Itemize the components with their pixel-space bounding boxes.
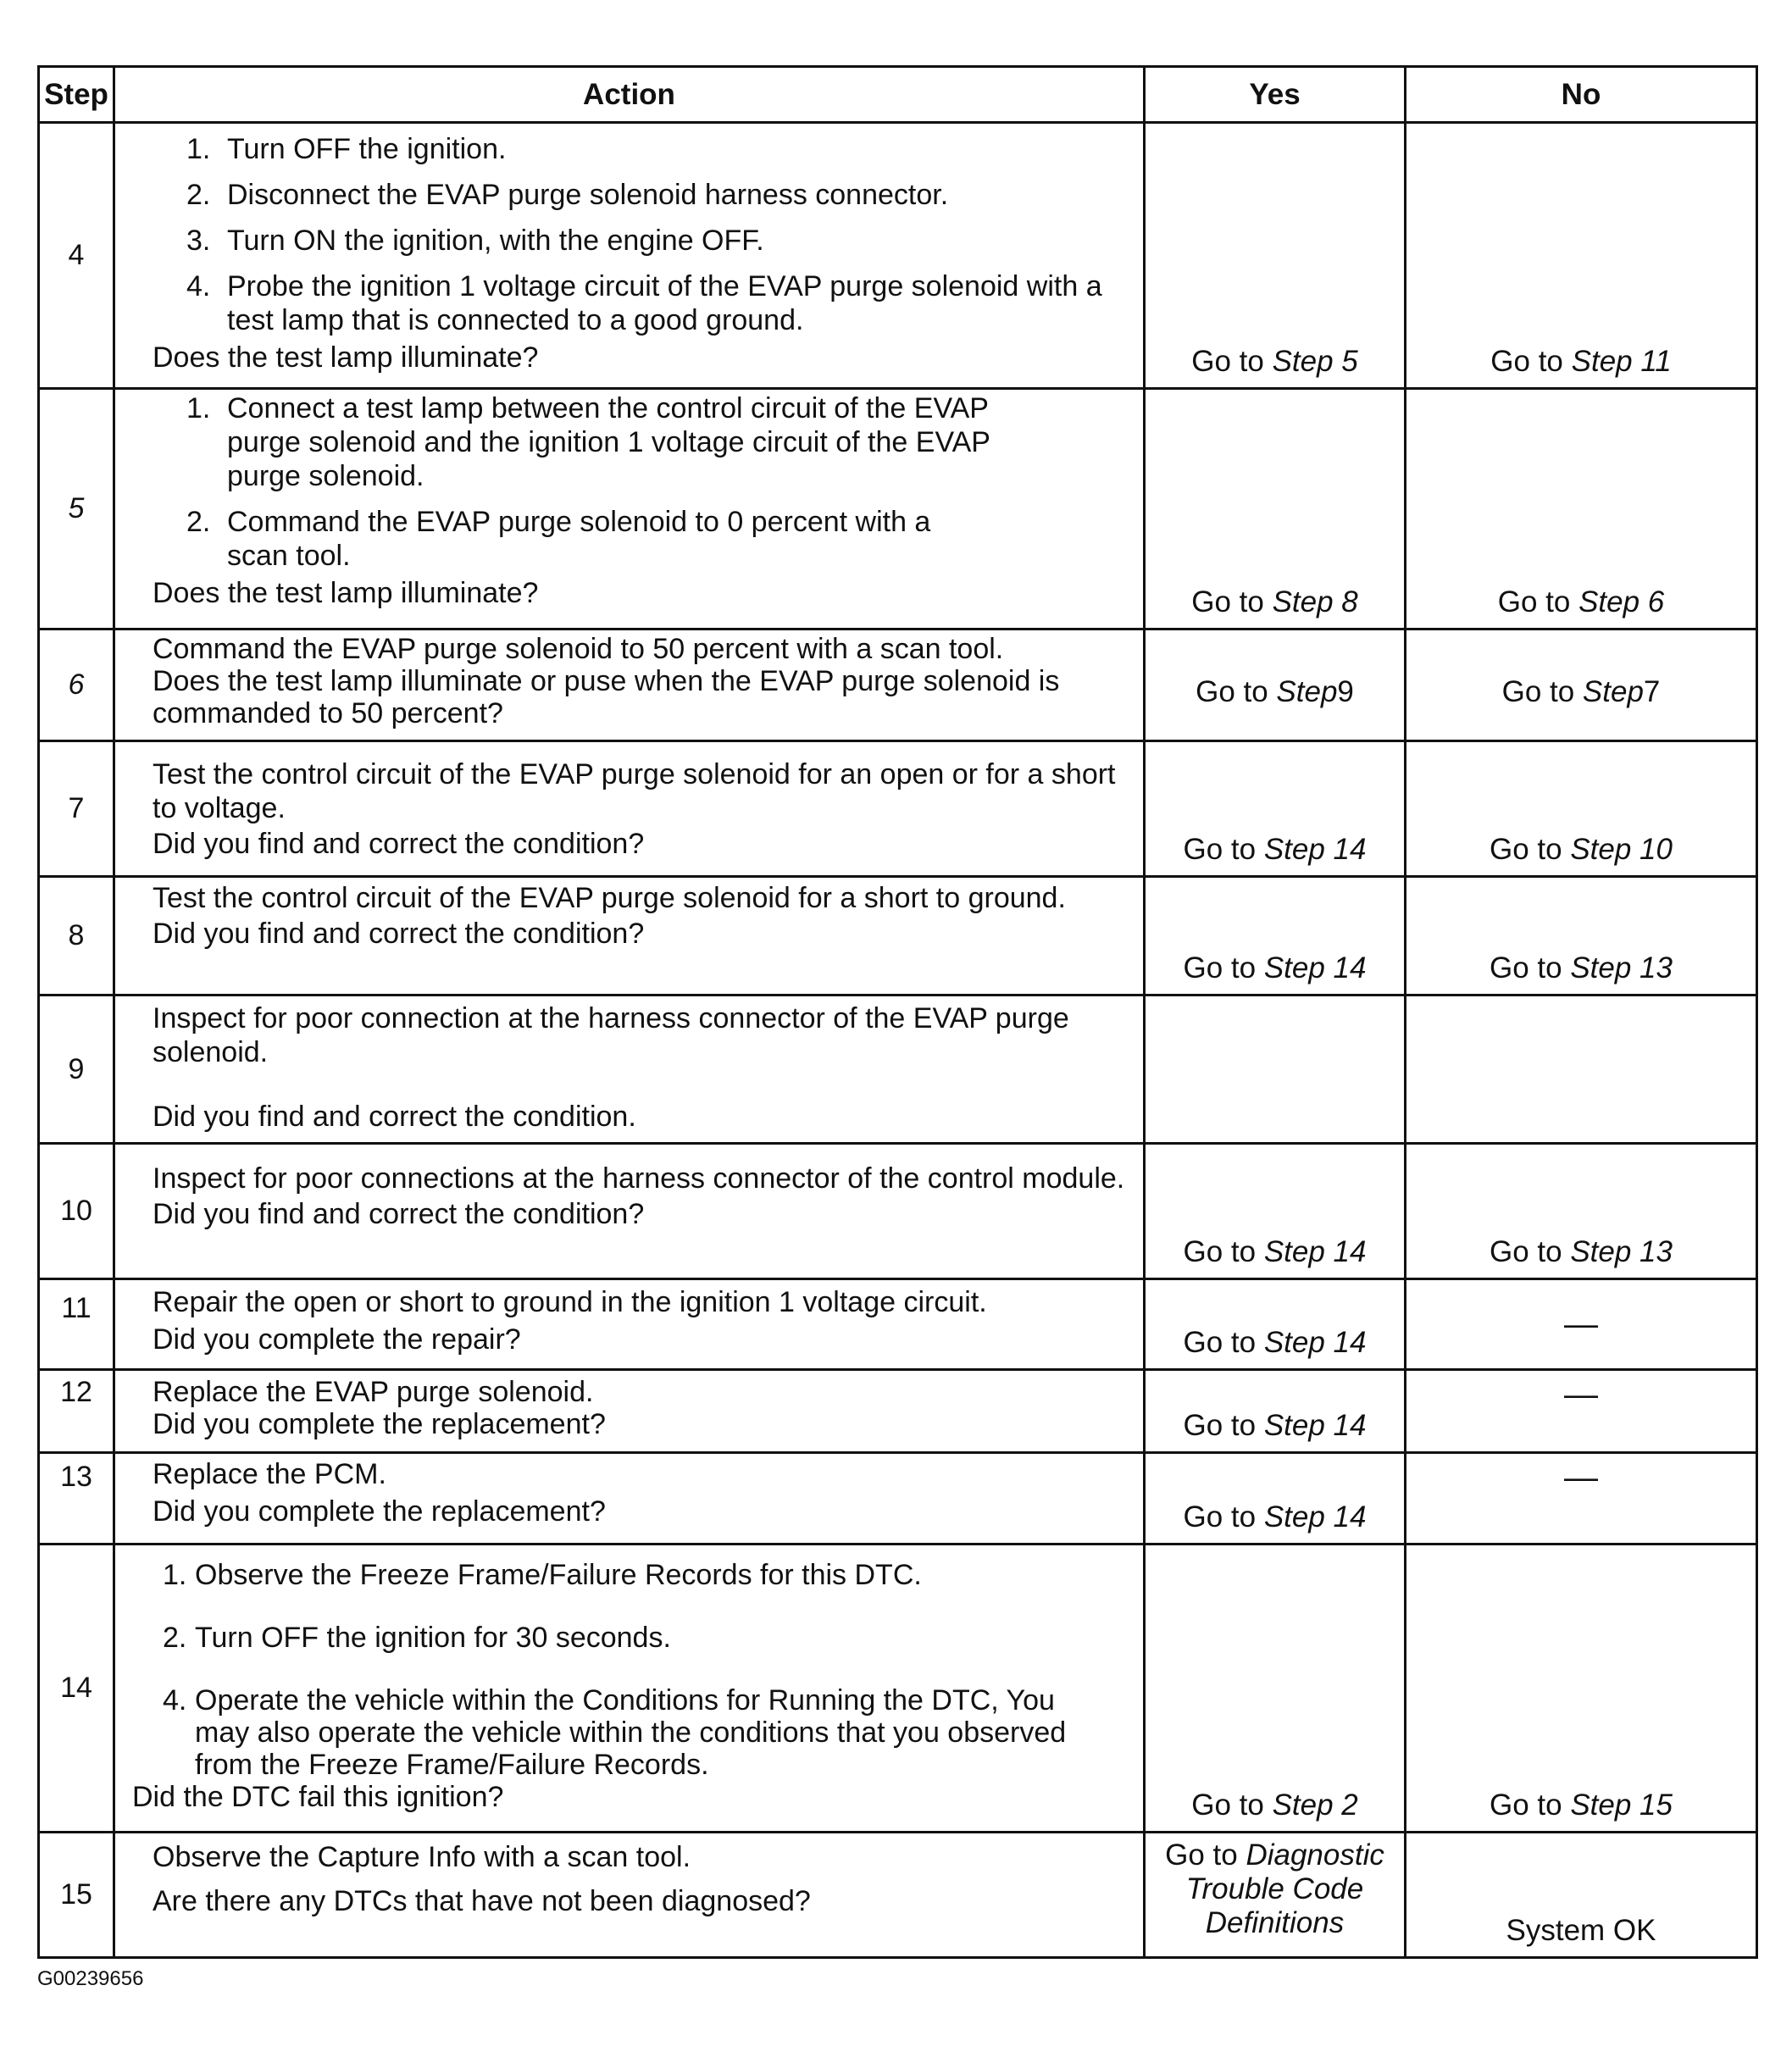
step-row-13 <box>39 1453 1757 1545</box>
step-question: Did the DTC fail this ignition? <box>132 1781 504 1813</box>
header-row <box>39 67 1757 123</box>
step-action <box>114 1279 1145 1370</box>
figure-id: G00239656 <box>37 1967 144 1990</box>
yes-result: Go to Step 14 <box>1145 877 1406 995</box>
yes-result: Go to Step9 <box>1145 629 1406 741</box>
step-question: Did you find and correct the condition? <box>153 918 645 950</box>
yes-result: Go to Step 14 <box>1145 741 1406 877</box>
header-action: Action <box>114 67 1145 123</box>
step-action <box>114 1545 1145 1833</box>
step-instruction: Test the control circuit of the EVAP purge solenoid for an open or for a short to voltage. <box>153 758 1116 824</box>
step-instruction: Observe the Capture Info with a scan tool. <box>153 1841 691 1873</box>
step-question: Does the test lamp illuminate or puse when the EVAP purge solenoid is commanded to 50 percent? <box>153 665 1060 729</box>
header-no: No <box>1406 67 1757 123</box>
step-number: 15 <box>39 1833 114 1958</box>
step-instruction: Replace the PCM. <box>153 1458 386 1490</box>
step-row-6 <box>39 629 1757 741</box>
no-result: Go to Step 6 <box>1406 389 1757 629</box>
no-result <box>1406 995 1757 1144</box>
step-number: 6 <box>39 629 114 741</box>
step-number: 11 <box>39 1279 114 1370</box>
step-action <box>114 123 1145 389</box>
step-question: Does the test lamp illuminate? <box>153 577 539 609</box>
step-action <box>114 877 1145 995</box>
step-row-7 <box>39 741 1757 877</box>
step-instruction: Replace the EVAP purge solenoid. <box>153 1376 594 1408</box>
step-number: 10 <box>39 1144 114 1279</box>
yes-result: Go to Step 5 <box>1145 123 1406 389</box>
action-item: 3. Turn ON the ignition, with the engine OFF. <box>186 225 764 257</box>
yes-result: Go to Step 2 <box>1145 1545 1406 1833</box>
step-number: 13 <box>39 1453 114 1545</box>
step-number: 8 <box>39 877 114 995</box>
step-row-9 <box>39 995 1757 1144</box>
step-row-8 <box>39 877 1757 995</box>
action-item: 4. Operate the vehicle within the Conditions for Running the DTC, You may also operate the vehicle within the conditions that you observed from the Freeze Frame/Failure Records. <box>163 1684 1067 1781</box>
header-step: Step <box>39 67 114 123</box>
action-item: 1. Turn OFF the ignition. <box>186 133 507 165</box>
step-instruction: Test the control circuit of the EVAP purge solenoid for a short to ground. <box>153 882 1066 914</box>
step-row-14 <box>39 1545 1757 1833</box>
action-list <box>132 1559 1092 1781</box>
no-result: — <box>1406 1453 1757 1545</box>
step-instruction: Inspect for poor connection at the harness connector of the EVAP purge solenoid. <box>153 1002 1069 1068</box>
yes-result: Go to Step 14 <box>1145 1370 1406 1453</box>
step-row-5 <box>39 389 1757 629</box>
step-question: Did you complete the repair? <box>153 1323 521 1356</box>
step-action <box>114 389 1145 629</box>
step-action <box>114 995 1145 1144</box>
no-result: — <box>1406 1279 1757 1370</box>
step-action <box>114 1453 1145 1545</box>
no-result: Go to Step7 <box>1406 629 1757 741</box>
action-item: 2. Disconnect the EVAP purge solenoid harness connector. <box>186 179 949 211</box>
step-number: 9 <box>39 995 114 1144</box>
step-row-11 <box>39 1279 1757 1370</box>
step-question: Did you find and correct the condition? <box>153 828 645 860</box>
yes-result: Go to Diagnostic Trouble Code Definitions <box>1145 1833 1406 1958</box>
no-result: Go to Step 10 <box>1406 741 1757 877</box>
step-question: Did you complete the replacement? <box>153 1408 606 1440</box>
step-number: 5 <box>39 389 114 629</box>
step-instruction: Repair the open or short to ground in the ignition 1 voltage circuit. <box>153 1286 987 1318</box>
action-list <box>153 132 1126 337</box>
step-row-12 <box>39 1370 1757 1453</box>
step-number: 7 <box>39 741 114 877</box>
action-item: 1. Observe the Freeze Frame/Failure Records for this DTC. <box>163 1559 922 1591</box>
no-result: Go to Step 13 <box>1406 1144 1757 1279</box>
step-instruction: Inspect for poor connections at the harness connector of the control module. <box>153 1162 1125 1195</box>
step-row-15 <box>39 1833 1757 1958</box>
step-action <box>114 629 1145 741</box>
step-number: 4 <box>39 123 114 389</box>
action-item: 1. Connect a test lamp between the control circuit of the EVAP purge solenoid and the ignition 1 voltage circuit of the EVAP purge solenoid. <box>186 392 990 492</box>
step-row-10 <box>39 1144 1757 1279</box>
yes-result <box>1145 995 1406 1144</box>
step-action <box>114 1370 1145 1453</box>
step-question: Did you find and correct the condition? <box>153 1198 645 1230</box>
no-result: Go to Step 11 <box>1406 123 1757 389</box>
step-question: Are there any DTCs that have not been diagnosed? <box>153 1885 811 1917</box>
yes-result: Go to Step 14 <box>1145 1144 1406 1279</box>
step-number: 14 <box>39 1545 114 1833</box>
no-result: Go to Step 15 <box>1406 1545 1757 1833</box>
yes-result: Go to Step 8 <box>1145 389 1406 629</box>
action-item: 4. Probe the ignition 1 voltage circuit of the EVAP purge solenoid with a test lamp that is connected to a good ground. <box>186 270 1102 336</box>
step-action <box>114 1144 1145 1279</box>
action-list <box>153 391 1126 573</box>
step-question: Did you complete the replacement? <box>153 1495 606 1528</box>
no-result: System OK <box>1406 1833 1757 1958</box>
step-question: Does the test lamp illuminate? <box>153 341 539 374</box>
step-row-4 <box>39 123 1757 389</box>
yes-result: Go to Step 14 <box>1145 1453 1406 1545</box>
action-item: 2. Turn OFF the ignition for 30 seconds. <box>163 1622 671 1654</box>
step-action <box>114 1833 1145 1958</box>
step-action <box>114 741 1145 877</box>
no-result: — <box>1406 1370 1757 1453</box>
step-instruction: Command the EVAP purge solenoid to 50 percent with a scan tool. <box>153 633 1004 665</box>
diagnostic-table <box>37 65 1758 1959</box>
yes-result: Go to Step 14 <box>1145 1279 1406 1370</box>
step-question: Did you find and correct the condition. <box>153 1101 636 1133</box>
step-number: 12 <box>39 1370 114 1453</box>
no-result: Go to Step 13 <box>1406 877 1757 995</box>
header-yes: Yes <box>1145 67 1406 123</box>
action-item: 2. Command the EVAP purge solenoid to 0 percent with a scan tool. <box>186 506 931 572</box>
